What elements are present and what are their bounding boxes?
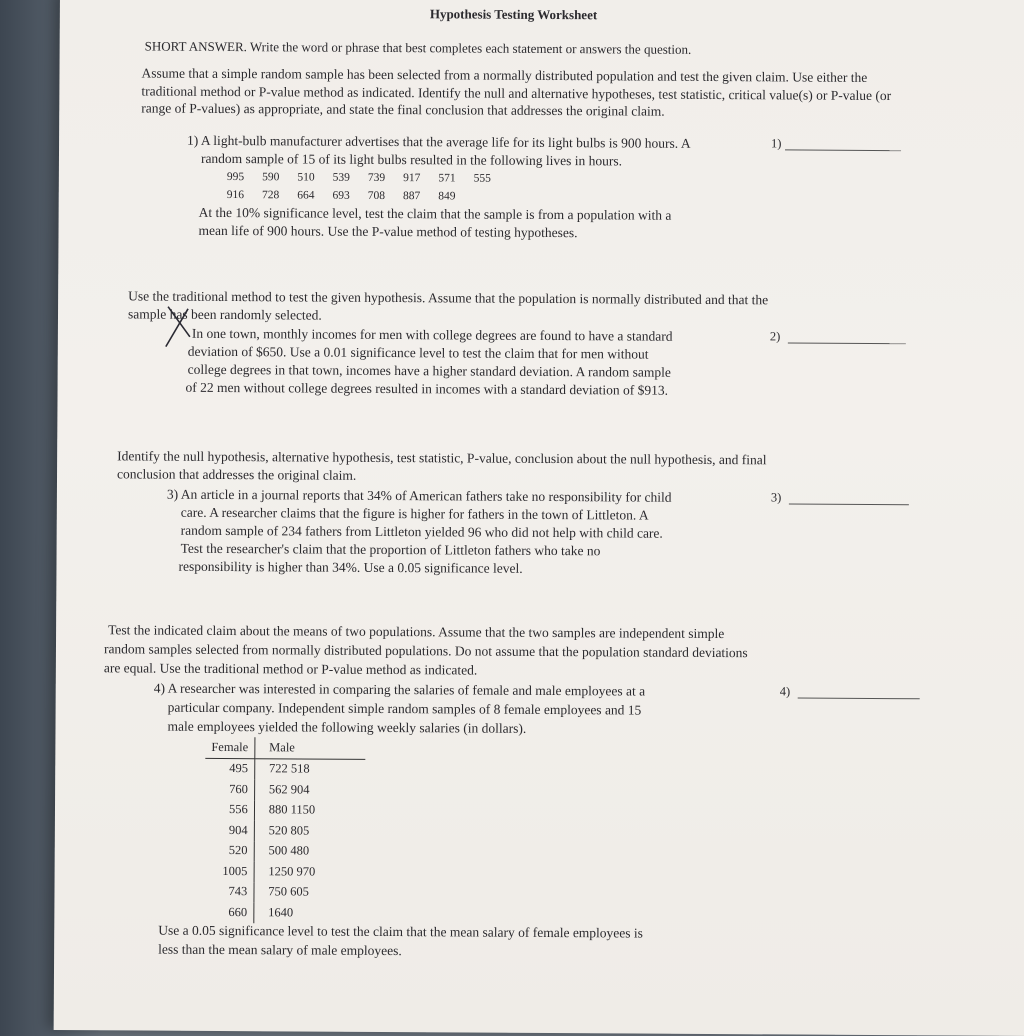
q2-line2: deviation of $650. Use a 0.01 significance level to test the claim that for men without (187, 343, 649, 362)
q4-answer-blank[interactable] (798, 684, 920, 700)
q4-line2: particular company. Independent simple random samples of 8 female employees and 15 (167, 699, 642, 718)
table-row (205, 799, 365, 820)
male-salary-cell: 520 805 (268, 823, 310, 838)
male-salary-cell: 1250 970 (268, 864, 316, 879)
female-salary-cell: 520 (205, 840, 254, 861)
q1-line1: 1) A light-bulb manufacturer advertises that the average life for its light bulbs is 900 hours. A (187, 132, 691, 151)
data-value: 995 (226, 171, 245, 184)
data-value: 917 (403, 172, 421, 185)
q1-line2: random sample of 15 of its light bulbs resulted in the following lives in hours. (200, 150, 623, 169)
female-salary-cell: 743 (204, 881, 253, 902)
data-value: 693 (332, 189, 350, 202)
table-row (204, 902, 364, 923)
section4-intro-line2: random samples selected from normally distributed populations. Do not assume that the population standard deviations (103, 641, 748, 661)
q3-line3: random sample of 234 fathers from Littleton yielded 96 who did not help with child care. (180, 522, 663, 541)
data-value: 590 (262, 171, 280, 184)
female-salary-cell: 1005 (205, 861, 254, 882)
worksheet-page (54, 0, 1024, 1036)
section3-intro-line2: conclusion that addresses the original claim. (116, 466, 357, 483)
female-column-header: Female (205, 737, 254, 758)
table-row (205, 779, 365, 800)
salary-table-wrapper (204, 737, 365, 923)
q4-line3: male employees yielded the following weekly salaries (in dollars). (167, 718, 527, 736)
data-value: 571 (438, 172, 456, 185)
data-value: 708 (367, 189, 386, 202)
female-salary-cell: 760 (205, 779, 254, 800)
q3-answer-label: 3) (770, 490, 782, 505)
q1-answer-blank[interactable] (785, 135, 901, 151)
q1-line4: mean life of 900 hours. Use the P-value method of testing hypotheses. (198, 222, 578, 241)
instructions: SHORT ANSWER. Write the word or phrase that best completes each statement or answers the question. (144, 38, 692, 57)
female-salary-cell: 904 (205, 820, 254, 841)
female-salary-cell: 660 (204, 902, 253, 923)
q4-line5: less than the mean salary of male employees. (158, 941, 402, 959)
data-value: 916 (226, 189, 245, 202)
q3-line4: Test the researcher's claim that the proportion of Littleton fathers who take no (180, 540, 601, 559)
q2-line4: of 22 men without college degrees resulted in incomes with a standard deviation of $913. (185, 379, 669, 398)
q1-line3: At the 10% significance level, test the claim that the sample is from a population with a (198, 204, 672, 223)
male-salary-cell: 750 605 (268, 884, 309, 899)
data-value: 664 (297, 189, 315, 202)
q3-line1: 3) An article in a journal reports that 34% of American fathers take no responsibility for child (166, 486, 672, 505)
section4-intro-line1: Test the indicated claim about the means of two populations. Assume that the two samples are independent simple (108, 622, 725, 642)
q4-line1: 4) A researcher was interested in comparing the salaries of female and male employees at a (153, 680, 646, 699)
q2-answer-blank[interactable] (788, 328, 906, 344)
q3-answer-blank[interactable] (789, 489, 909, 505)
male-salary-cell: 1640 (268, 905, 294, 920)
q1-answer-label: 1) (771, 136, 782, 151)
table-row (205, 758, 365, 780)
male-salary-cell: 880 1150 (268, 802, 316, 817)
data-value: 739 (367, 171, 386, 184)
q1-data-row2 (227, 187, 474, 205)
q4-answer-label: 4) (779, 684, 791, 699)
q1-data-row1 (227, 169, 509, 187)
female-salary-cell: 556 (205, 799, 254, 820)
section2-intro-line1: Use the traditional method to test the given hypothesis. Assume that the population is normally distributed and that the (128, 288, 769, 308)
data-value: 510 (297, 171, 315, 184)
table-row (204, 881, 364, 902)
q2-line1: In one town, monthly incomes for men with college degrees are found to have a standard (191, 325, 673, 344)
q3-line5: responsibility is higher than 34%. Use a 0.05 significance level. (178, 558, 523, 576)
section2-intro-line2: sample has been randomly selected. (127, 306, 322, 323)
male-salary-cell: 562 904 (268, 782, 310, 797)
data-value: 728 (261, 189, 280, 202)
male-salary-cell: 500 480 (268, 843, 310, 858)
section4-intro-line3: are equal. Use the traditional method or P-value method as indicated. (103, 660, 478, 678)
q2-answer-label: 2) (769, 329, 781, 344)
male-salary-cell: 722 518 (269, 761, 310, 776)
male-column-header: Male (255, 737, 366, 759)
salary-table (204, 737, 365, 923)
page-title: Hypothesis Testing Worksheet (429, 6, 598, 23)
q3-line2: care. A researcher claims that the figure is higher for fathers in the town of Littleton. A (180, 504, 649, 523)
salary-table-header (205, 737, 365, 759)
data-value: 539 (332, 171, 350, 184)
table-row (205, 840, 365, 861)
data-value: 887 (402, 190, 421, 203)
data-value: 555 (473, 172, 491, 185)
section3-intro-line1: Identify the null hypothesis, alternative hypothesis, test statistic, P-value, conclusion about the null hypothesis, and final (117, 448, 767, 468)
section1-intro: Assume that a simple random sample has been selected from a normally distributed population and test the given claim. Use either the traditional method or P-value method as indicated. Identify the null and alternative hypotheses, test statistic, critical value(s) or P-value (or range of P-values) as appropriate, and state the final conclusion that addresses the original claim. (141, 65, 892, 119)
table-row (205, 861, 365, 882)
table-row (205, 820, 365, 841)
data-value: 849 (438, 190, 456, 203)
female-salary-cell: 495 (205, 758, 254, 779)
q4-line4: Use a 0.05 significance level to test the claim that the mean salary of female employees is (158, 922, 643, 941)
q2-line3: college degrees in that town, incomes have a higher standard deviation. A random sample (187, 361, 671, 380)
